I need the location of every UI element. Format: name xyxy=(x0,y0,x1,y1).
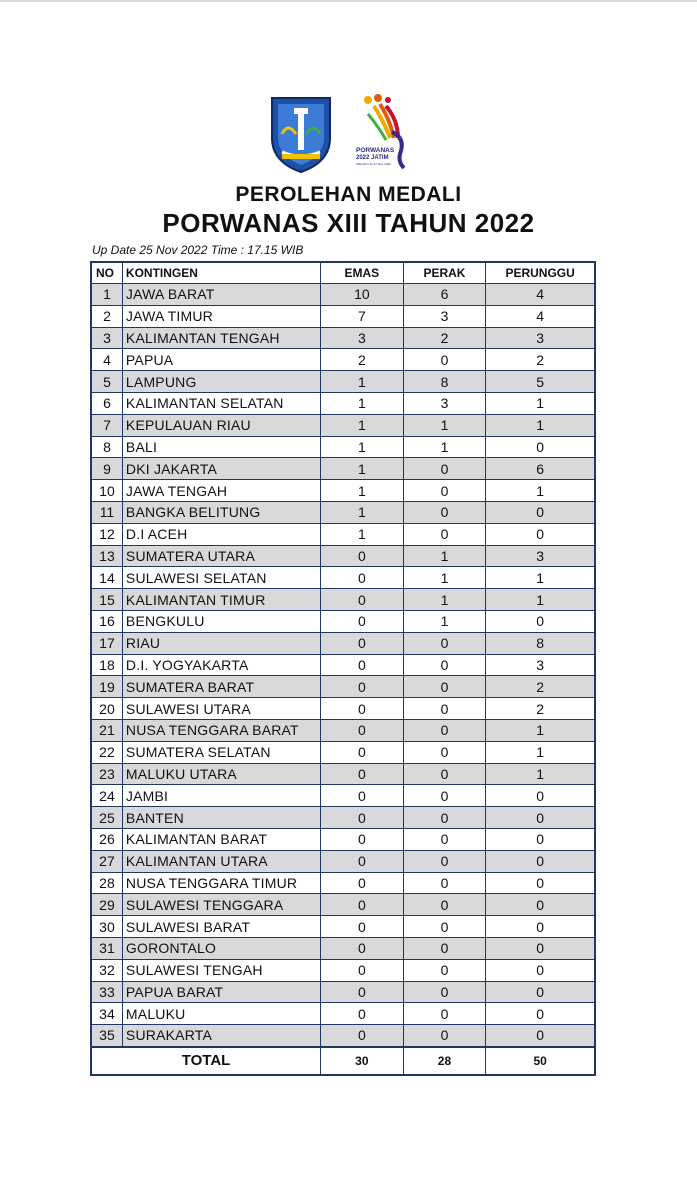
row-kontingen: BALI xyxy=(122,436,320,458)
row-kontingen: NUSA TENGGARA BARAT xyxy=(122,719,320,741)
row-kontingen: PAPUA BARAT xyxy=(122,981,320,1003)
header-no: NO xyxy=(91,262,122,284)
svg-text:PORWANAS: PORWANAS xyxy=(356,147,395,154)
table-row xyxy=(91,850,595,872)
row-number: 29 xyxy=(91,894,122,916)
row-kontingen: JAMBI xyxy=(122,785,320,807)
row-emas: 1 xyxy=(321,414,404,436)
table-row xyxy=(91,392,595,414)
table-row xyxy=(91,676,595,698)
page-title-line-2: PORWANAS XIII TAHUN 2022 xyxy=(162,208,535,238)
row-kontingen: BENGKULU xyxy=(122,610,320,632)
row-number: 31 xyxy=(91,937,122,959)
row-number: 24 xyxy=(91,785,122,807)
row-perunggu: 1 xyxy=(486,589,595,611)
total-emas: 30 xyxy=(321,1047,404,1075)
row-number: 33 xyxy=(91,981,122,1003)
row-perak: 1 xyxy=(403,414,486,436)
row-perak: 0 xyxy=(403,480,486,502)
row-emas: 0 xyxy=(321,719,404,741)
row-kontingen: PAPUA xyxy=(122,349,320,371)
row-emas: 1 xyxy=(321,501,404,523)
row-perak: 1 xyxy=(403,436,486,458)
row-number: 9 xyxy=(91,458,122,480)
row-perunggu: 0 xyxy=(486,872,595,894)
row-emas: 0 xyxy=(321,807,404,829)
row-perunggu: 1 xyxy=(486,763,595,785)
table-row xyxy=(91,1003,595,1025)
row-perak: 0 xyxy=(403,937,486,959)
row-perunggu: 0 xyxy=(486,501,595,523)
row-perak: 1 xyxy=(403,567,486,589)
table-row xyxy=(91,436,595,458)
row-perak: 3 xyxy=(403,305,486,327)
row-perunggu: 1 xyxy=(486,719,595,741)
row-emas: 0 xyxy=(321,654,404,676)
row-perunggu: 0 xyxy=(486,850,595,872)
row-emas: 3 xyxy=(321,327,404,349)
row-emas: 0 xyxy=(321,828,404,850)
row-perunggu: 0 xyxy=(486,1003,595,1025)
row-number: 23 xyxy=(91,763,122,785)
row-perak: 0 xyxy=(403,719,486,741)
row-number: 15 xyxy=(91,589,122,611)
row-number: 22 xyxy=(91,741,122,763)
row-perunggu: 0 xyxy=(486,1025,595,1047)
table-row xyxy=(91,785,595,807)
row-number: 14 xyxy=(91,567,122,589)
porwanas-2022-logo xyxy=(354,92,412,176)
row-kontingen: DKI JAKARTA xyxy=(122,458,320,480)
row-emas: 0 xyxy=(321,676,404,698)
row-emas: 0 xyxy=(321,937,404,959)
row-perunggu: 0 xyxy=(486,610,595,632)
row-emas: 7 xyxy=(321,305,404,327)
row-emas: 0 xyxy=(321,981,404,1003)
table-row xyxy=(91,828,595,850)
row-emas: 1 xyxy=(321,392,404,414)
table-row xyxy=(91,981,595,1003)
total-label: TOTAL xyxy=(91,1047,321,1075)
table-row xyxy=(91,458,595,480)
row-kontingen: SUMATERA SELATAN xyxy=(122,741,320,763)
medal-table xyxy=(90,261,596,1076)
table-row xyxy=(91,589,595,611)
row-number: 20 xyxy=(91,698,122,720)
row-perak: 0 xyxy=(403,1025,486,1047)
row-perunggu: 6 xyxy=(486,458,595,480)
row-number: 17 xyxy=(91,632,122,654)
table-row xyxy=(91,501,595,523)
row-emas: 0 xyxy=(321,959,404,981)
row-perunggu: 1 xyxy=(486,414,595,436)
row-number: 3 xyxy=(91,327,122,349)
row-perunggu: 0 xyxy=(486,959,595,981)
row-emas: 2 xyxy=(321,349,404,371)
table-row xyxy=(91,327,595,349)
table-row xyxy=(91,305,595,327)
row-number: 2 xyxy=(91,305,122,327)
row-perunggu: 1 xyxy=(486,392,595,414)
table-row xyxy=(91,567,595,589)
row-kontingen: LAMPUNG xyxy=(122,371,320,393)
header-perunggu: PERUNGGU xyxy=(486,262,595,284)
row-perak: 0 xyxy=(403,959,486,981)
row-kontingen: BANTEN xyxy=(122,807,320,829)
row-perak: 0 xyxy=(403,458,486,480)
row-perak: 0 xyxy=(403,981,486,1003)
row-perunggu: 0 xyxy=(486,785,595,807)
jawa-timur-emblem-logo xyxy=(268,94,334,174)
row-emas: 0 xyxy=(321,545,404,567)
svg-text:MALANG 21-27 Nov 2022: MALANG 21-27 Nov 2022 xyxy=(356,162,391,166)
svg-text:2022 JATIM: 2022 JATIM xyxy=(356,155,389,161)
row-emas: 1 xyxy=(321,523,404,545)
row-emas: 0 xyxy=(321,632,404,654)
table-row xyxy=(91,959,595,981)
row-number: 18 xyxy=(91,654,122,676)
row-emas: 0 xyxy=(321,589,404,611)
row-kontingen: KEPULAUAN RIAU xyxy=(122,414,320,436)
row-number: 13 xyxy=(91,545,122,567)
table-row xyxy=(91,807,595,829)
row-emas: 1 xyxy=(321,436,404,458)
page-title-line-1: PEROLEHAN MEDALI xyxy=(235,183,462,206)
row-perunggu: 0 xyxy=(486,981,595,1003)
row-emas: 0 xyxy=(321,698,404,720)
logo-group xyxy=(268,92,418,178)
row-emas: 0 xyxy=(321,850,404,872)
row-emas: 1 xyxy=(321,371,404,393)
row-emas: 0 xyxy=(321,785,404,807)
header-emas: EMAS xyxy=(321,262,404,284)
row-kontingen: KALIMANTAN UTARA xyxy=(122,850,320,872)
row-perunggu: 0 xyxy=(486,937,595,959)
row-perak: 0 xyxy=(403,916,486,938)
row-perak: 3 xyxy=(403,392,486,414)
total-perak: 28 xyxy=(403,1047,486,1075)
row-perunggu: 1 xyxy=(486,567,595,589)
row-perunggu: 0 xyxy=(486,523,595,545)
row-perunggu: 0 xyxy=(486,436,595,458)
row-perunggu: 8 xyxy=(486,632,595,654)
row-kontingen: SULAWESI UTARA xyxy=(122,698,320,720)
total-perunggu: 50 xyxy=(486,1047,595,1075)
row-number: 11 xyxy=(91,501,122,523)
row-perak: 0 xyxy=(403,828,486,850)
row-perak: 0 xyxy=(403,1003,486,1025)
row-perunggu: 0 xyxy=(486,916,595,938)
row-perunggu: 4 xyxy=(486,305,595,327)
row-number: 10 xyxy=(91,480,122,502)
row-kontingen: SULAWESI BARAT xyxy=(122,916,320,938)
row-perunggu: 4 xyxy=(486,284,595,306)
table-row xyxy=(91,916,595,938)
row-number: 6 xyxy=(91,392,122,414)
row-kontingen: D.I. YOGYAKARTA xyxy=(122,654,320,676)
row-perunggu: 2 xyxy=(486,698,595,720)
row-number: 27 xyxy=(91,850,122,872)
row-number: 34 xyxy=(91,1003,122,1025)
row-perunggu: 1 xyxy=(486,480,595,502)
row-number: 26 xyxy=(91,828,122,850)
row-number: 32 xyxy=(91,959,122,981)
table-row xyxy=(91,349,595,371)
row-perunggu: 1 xyxy=(486,741,595,763)
table-row xyxy=(91,654,595,676)
row-number: 8 xyxy=(91,436,122,458)
row-kontingen: SURAKARTA xyxy=(122,1025,320,1047)
row-kontingen: RIAU xyxy=(122,632,320,654)
row-perak: 0 xyxy=(403,632,486,654)
row-number: 12 xyxy=(91,523,122,545)
table-header-row xyxy=(91,262,595,284)
row-kontingen: SUMATERA UTARA xyxy=(122,545,320,567)
row-perak: 1 xyxy=(403,589,486,611)
row-perak: 0 xyxy=(403,763,486,785)
row-emas: 1 xyxy=(321,480,404,502)
row-number: 4 xyxy=(91,349,122,371)
row-number: 35 xyxy=(91,1025,122,1047)
row-perak: 0 xyxy=(403,785,486,807)
row-emas: 0 xyxy=(321,916,404,938)
table-row xyxy=(91,632,595,654)
row-kontingen: KALIMANTAN TENGAH xyxy=(122,327,320,349)
table-row xyxy=(91,545,595,567)
row-kontingen: JAWA TENGAH xyxy=(122,480,320,502)
table-row xyxy=(91,610,595,632)
row-perunggu: 0 xyxy=(486,807,595,829)
row-perak: 0 xyxy=(403,349,486,371)
row-perak: 0 xyxy=(403,698,486,720)
row-emas: 0 xyxy=(321,610,404,632)
row-number: 30 xyxy=(91,916,122,938)
header-kontingen: KONTINGEN xyxy=(122,262,320,284)
row-kontingen: D.I ACEH xyxy=(122,523,320,545)
table-row xyxy=(91,284,595,306)
top-divider xyxy=(0,0,697,2)
row-perak: 6 xyxy=(403,284,486,306)
table-row xyxy=(91,719,595,741)
update-timestamp: Up Date 25 Nov 2022 Time : 17.15 WIB xyxy=(92,243,304,257)
table-row xyxy=(91,763,595,785)
total-row xyxy=(91,1047,595,1075)
row-perunggu: 3 xyxy=(486,327,595,349)
row-perunggu: 2 xyxy=(486,349,595,371)
row-number: 7 xyxy=(91,414,122,436)
row-kontingen: SUMATERA BARAT xyxy=(122,676,320,698)
row-perak: 0 xyxy=(403,894,486,916)
row-number: 21 xyxy=(91,719,122,741)
row-perak: 1 xyxy=(403,610,486,632)
row-emas: 0 xyxy=(321,567,404,589)
row-perak: 0 xyxy=(403,850,486,872)
row-kontingen: KALIMANTAN BARAT xyxy=(122,828,320,850)
row-perak: 0 xyxy=(403,523,486,545)
row-kontingen: KALIMANTAN TIMUR xyxy=(122,589,320,611)
row-kontingen: BANGKA BELITUNG xyxy=(122,501,320,523)
row-kontingen: GORONTALO xyxy=(122,937,320,959)
row-perunggu: 3 xyxy=(486,545,595,567)
table-row xyxy=(91,480,595,502)
row-kontingen: SULAWESI TENGGARA xyxy=(122,894,320,916)
row-kontingen: MALUKU UTARA xyxy=(122,763,320,785)
table-row xyxy=(91,872,595,894)
row-perunggu: 5 xyxy=(486,371,595,393)
row-kontingen: SULAWESI TENGAH xyxy=(122,959,320,981)
row-emas: 0 xyxy=(321,872,404,894)
row-number: 16 xyxy=(91,610,122,632)
row-perak: 0 xyxy=(403,676,486,698)
row-kontingen: JAWA BARAT xyxy=(122,284,320,306)
row-number: 25 xyxy=(91,807,122,829)
row-kontingen: SULAWESI SELATAN xyxy=(122,567,320,589)
row-emas: 0 xyxy=(321,894,404,916)
row-perak: 0 xyxy=(403,872,486,894)
row-perak: 0 xyxy=(403,501,486,523)
row-emas: 0 xyxy=(321,763,404,785)
row-number: 28 xyxy=(91,872,122,894)
row-perunggu: 2 xyxy=(486,676,595,698)
table-row xyxy=(91,698,595,720)
row-perak: 0 xyxy=(403,741,486,763)
row-emas: 10 xyxy=(321,284,404,306)
row-kontingen: NUSA TENGGARA TIMUR xyxy=(122,872,320,894)
row-number: 19 xyxy=(91,676,122,698)
row-perak: 1 xyxy=(403,545,486,567)
row-number: 5 xyxy=(91,371,122,393)
row-emas: 0 xyxy=(321,1025,404,1047)
row-perak: 8 xyxy=(403,371,486,393)
table-row xyxy=(91,371,595,393)
row-perunggu: 0 xyxy=(486,828,595,850)
table-row xyxy=(91,894,595,916)
table-row xyxy=(91,523,595,545)
row-perak: 0 xyxy=(403,807,486,829)
table-row xyxy=(91,1025,595,1047)
table-row xyxy=(91,741,595,763)
row-emas: 0 xyxy=(321,741,404,763)
row-emas: 0 xyxy=(321,1003,404,1025)
row-perunggu: 3 xyxy=(486,654,595,676)
table-row xyxy=(91,414,595,436)
row-perak: 2 xyxy=(403,327,486,349)
row-emas: 1 xyxy=(321,458,404,480)
row-kontingen: KALIMANTAN SELATAN xyxy=(122,392,320,414)
row-number: 1 xyxy=(91,284,122,306)
table-row xyxy=(91,937,595,959)
header-perak: PERAK xyxy=(403,262,486,284)
row-perunggu: 0 xyxy=(486,894,595,916)
row-kontingen: MALUKU xyxy=(122,1003,320,1025)
row-perak: 0 xyxy=(403,654,486,676)
row-kontingen: JAWA TIMUR xyxy=(122,305,320,327)
